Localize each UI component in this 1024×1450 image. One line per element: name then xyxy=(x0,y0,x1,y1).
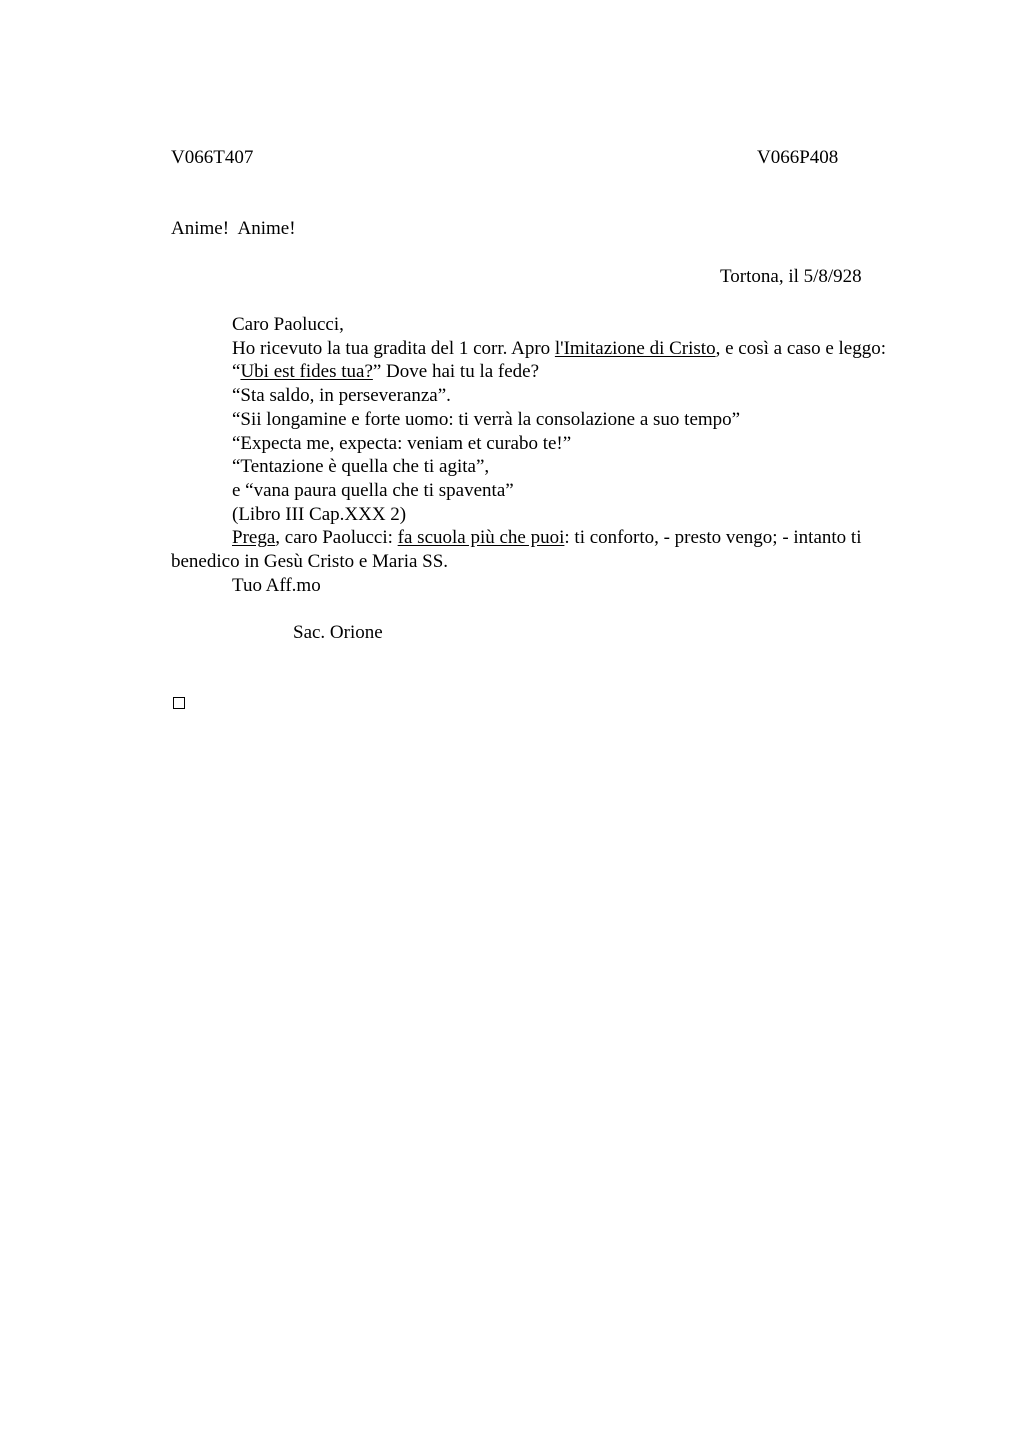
quote-line: “Sii longamine e forte uomo: ti verrà la consolazione a suo tempo” xyxy=(232,408,741,430)
document-heading: Anime! Anime! xyxy=(171,218,296,239)
underlined-word: Prega xyxy=(232,527,276,549)
quote-line: “Expecta me, expecta: veniam et curabo te!” xyxy=(232,432,572,454)
document-code-right: V066P408 xyxy=(757,147,839,168)
place-date: Tortona, il 5/8/928 xyxy=(720,266,862,287)
letter-body xyxy=(171,313,931,645)
salutation: Caro Paolucci, xyxy=(232,314,344,335)
quote-line: “Tentazione è quella che ti agita”, xyxy=(232,456,490,478)
signature: Sac. Orione xyxy=(293,622,383,644)
book-title-underlined: l'Imitazione di Cristo xyxy=(554,337,716,359)
latin-quote-underlined: Ubi est fides tua? xyxy=(240,361,373,383)
quote-line: “Sta saldo, in perseveranza”. xyxy=(232,385,451,407)
document-code-left: V066T407 xyxy=(171,147,254,168)
complimentary-close: Tuo Aff.mo xyxy=(232,574,321,596)
underlined-phrase: fa scuola più che puoi xyxy=(397,527,565,549)
quote-line: e “vana paura quella che ti spaventa” xyxy=(232,479,514,501)
closing-paragraph: Prega, caro Paolucci: fa scuola più che puoi: ti conforto, - presto vengo; - intanto ti benedico in Gesù Cristo e Maria SS. xyxy=(171,527,862,573)
quote-line: “Ubi est fides tua?” Dove hai tu la fede? xyxy=(232,361,540,383)
opening-paragraph: Ho ricevuto la tua gradita del 1 corr. Apro l'Imitazione di Cristo, e così a caso e leggo: xyxy=(232,337,886,359)
citation-reference: (Libro III Cap.XXX 2) xyxy=(232,503,407,525)
end-mark-square-icon xyxy=(173,697,185,709)
